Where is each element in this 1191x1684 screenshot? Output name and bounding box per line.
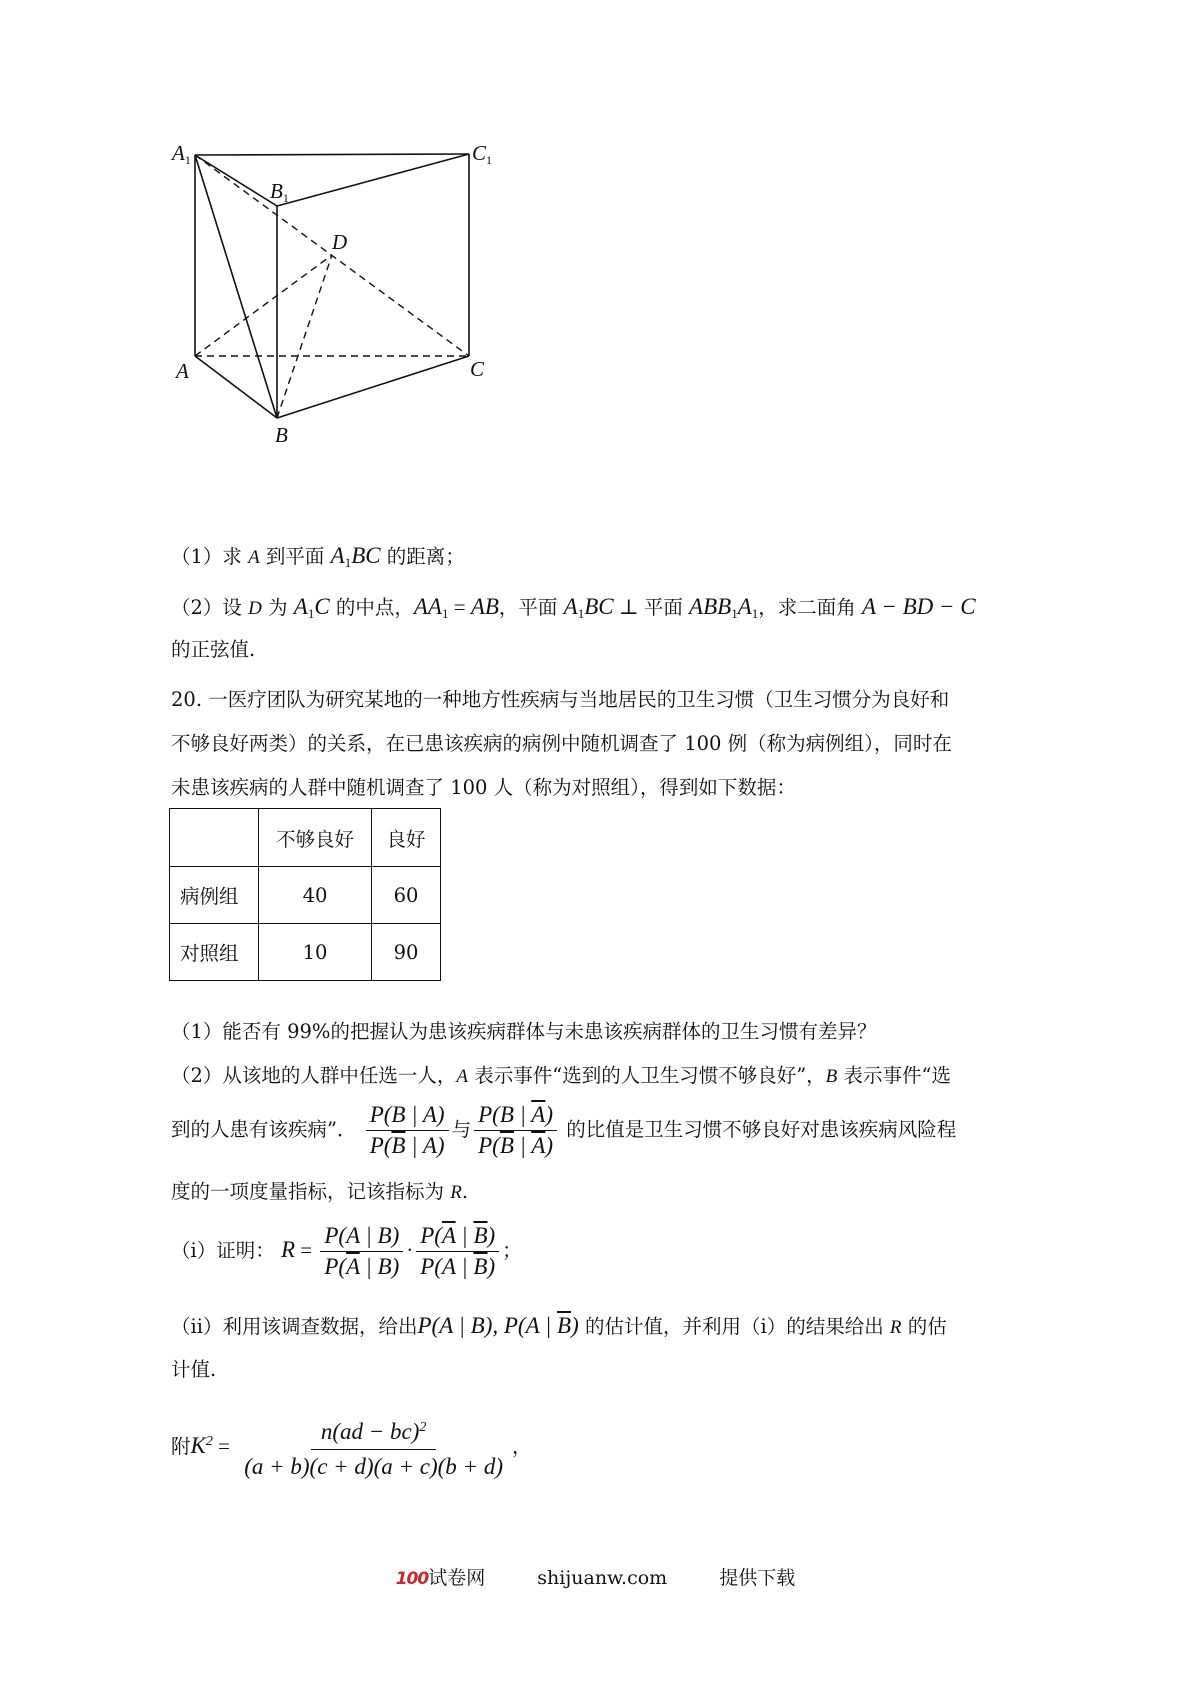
q20-part-ii-line2: 计值. — [171, 1358, 217, 1381]
q20-part2-line3: 度的一项度量指标，记该指标为 R. — [171, 1180, 469, 1203]
label-c: C — [470, 357, 485, 381]
table-cell: 不够良好 — [259, 809, 372, 867]
formula-appendix: 附$K^2$ = $\frac{n(ad - bc)^2}{(a + b)(c + d)(a + c)(b + d)}$ ， — [171, 1402, 532, 1487]
table-header-row — [170, 809, 441, 867]
q20-intro-line3: 未患该疾病的人群中随机调查了 100 人（称为对照组），得到如下数据： — [171, 776, 796, 799]
edge-a1-b — [195, 155, 277, 418]
ratio-fraction-1: $\frac{P(B | A)}{P(\overline{B} | A)}$ — [366, 1102, 449, 1159]
site-name: 试卷网 — [428, 1567, 486, 1589]
q20-part2-line2: 到的人患有该疾病”． $\frac{P(B | A)}{P(\overline{B} | A)}$ 与 $\frac{P(B | \overline{A})}{P(\overline{B} | \overline{A})}$ 的比值是卫生习惯不够良好对患该疾病风险程 — [171, 1102, 957, 1158]
q20-part-i: （i）证明： R = $\frac{P(A | B)}{P(\overline{A} | B)}$ · $\frac{P(\overline{A} | \overline{B})}{P(A | \overline{B})}$ ； — [171, 1223, 522, 1279]
survey-table — [169, 808, 441, 981]
edge-a-d — [195, 255, 332, 356]
table-row — [170, 867, 441, 924]
q20-part-ii-line1: （ii）利用该调查数据，给出P(A | B), P(A | $\overline{B}$) 的估计值，并利用（i）的结果给出 R 的估 — [171, 1313, 947, 1338]
q20-intro-line1: 20. 一医疗团队为研究某地的一种地方性疾病与当地居民的卫生习惯（卫生习惯分为良好和 — [171, 688, 950, 711]
table-cell: 对照组 — [170, 924, 259, 981]
label-b: B — [275, 423, 288, 447]
table-cell: 病例组 — [170, 867, 259, 924]
proof-fraction-2: $\frac{P(\overline{A} | \overline{B})}{P(A | \overline{B})}$ — [416, 1223, 499, 1280]
table-row — [170, 924, 441, 981]
edge-b-c — [277, 356, 469, 418]
table-cell: 90 — [372, 924, 441, 981]
label-d: D — [332, 230, 348, 254]
table-cell: 60 — [372, 867, 441, 924]
table-cell: 10 — [259, 924, 372, 981]
page-footer — [0, 1565, 1191, 1592]
edge-a1-b1 — [195, 155, 277, 206]
site-logo: 100 — [395, 1569, 429, 1589]
site-url[interactable]: shijuanw.com — [537, 1567, 668, 1589]
q19-part2-cont: 的正弦值. — [171, 638, 256, 661]
ratio-fraction-2: $\frac{P(B | \overline{A})}{P(\overline{B} | \overline{A})}$ — [474, 1102, 557, 1159]
label-a1: A1 — [172, 141, 191, 167]
prism-figure — [160, 130, 560, 470]
table-cell — [170, 809, 259, 867]
edge-a-b — [195, 356, 277, 418]
q19-part2: （2）设 D 为 $A_1C$ 的中点，$AA_1$ = AB，平面 $A_1BC$ ⊥ 平面 $ABB_1A_1$，求二面角 A − BD − C — [171, 594, 976, 621]
k-squared-fraction: $\frac{n(ad - bc)^2}{(a + b)(c + d)(a + c)(b + d)}$ — [238, 1415, 509, 1480]
q20-intro-line2: 不够良好两类）的关系，在已患该疾病的病例中随机调查了 100 例（称为病例组），同时在 — [171, 732, 952, 755]
label-a: A — [176, 359, 189, 383]
q19-part1: （1）求 A 到平面 $A_1BC$ 的距离； — [171, 543, 465, 570]
edge-a1-c1 — [195, 154, 469, 155]
edge-b1-c1 — [277, 154, 469, 206]
edge-b-d — [277, 255, 332, 418]
table-cell: 40 — [259, 867, 372, 924]
q20-part2-line1: （2）从该地的人群中任选一人，A 表示事件“选到的人卫生习惯不够良好”，B 表示事件“选 — [171, 1064, 951, 1087]
table-cell: 良好 — [372, 809, 441, 867]
label-b1: B1 — [270, 179, 289, 205]
proof-fraction-1: $\frac{P(A | B)}{P(\overline{A} | B)}$ — [320, 1223, 403, 1280]
label-c1: C1 — [472, 141, 493, 167]
site-tagline: 提供下载 — [719, 1567, 796, 1589]
q20-part1: （1）能否有 99%的把握认为患该疾病群体与未患该疾病群体的卫生习惯有差异？ — [171, 1020, 877, 1043]
